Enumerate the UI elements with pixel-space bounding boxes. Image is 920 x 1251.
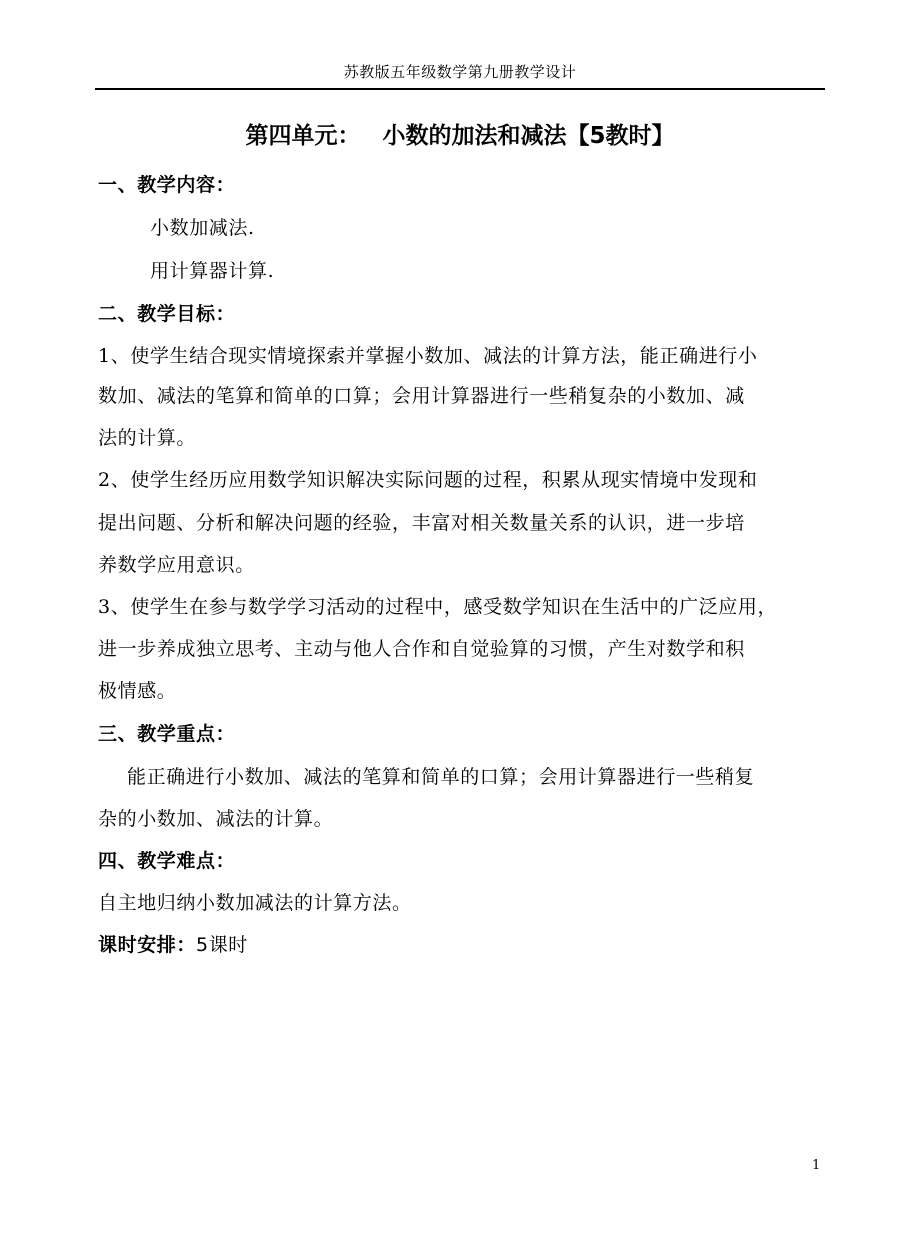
content-item: 小数加减法. [150,217,255,239]
goal-line: 养数学应用意识。 [98,554,255,576]
key-point-line: 能正确进行小数加、减法的笔算和简单的口算；会用计算器进行一些稍复 [127,766,755,788]
schedule-value: 5课时 [196,934,248,956]
goal-line: 提出问题、分析和解决问题的经验，丰富对相关数量关系的认识，进一步培 [98,512,745,534]
schedule-label: 课时安排： [98,934,197,956]
goal-line: 极情感。 [98,680,177,702]
header-rule [95,88,825,90]
section-heading-content: 一、教学内容： [98,174,236,196]
page-number: 1 [812,1158,821,1173]
content-item: 用计算器计算. [150,260,275,282]
title-unit: 第四单元： [245,123,361,149]
goal-line: 1、使学生结合现实情境探索并掌握小数加、减法的计算方法，能正确进行小 [98,345,758,367]
section-heading-difficulties: 四、教学难点： [98,850,236,872]
schedule-line [98,930,826,960]
running-header: 苏教版五年级数学第九册教学设计 [343,63,577,81]
goal-line: 2、使学生经历应用数学知识解决实际问题的过程，积累从现实情境中发现和 [98,469,758,491]
section-heading-goals: 二、教学目标： [98,303,236,325]
section-heading-key-points: 三、教学重点： [98,723,236,745]
goal-line: 进一步养成独立思考、主动与他人合作和自觉验算的习惯，产生对数学和积 [98,638,745,660]
goal-line: 数加、减法的笔算和简单的口算；会用计算器进行一些稍复杂的小数加、减 [98,385,745,407]
title-topic: 小数的加法和减法【5教时】 [382,123,675,149]
page-title [95,118,825,154]
difficulty-line: 自主地归纳小数加减法的计算方法。 [98,892,412,914]
goal-line: 3、使学生在参与数学学习活动的过程中，感受数学知识在生活中的广泛应用， [98,596,778,618]
goal-line: 法的计算。 [98,427,197,449]
key-point-line: 杂的小数加、减法的计算。 [98,808,334,830]
